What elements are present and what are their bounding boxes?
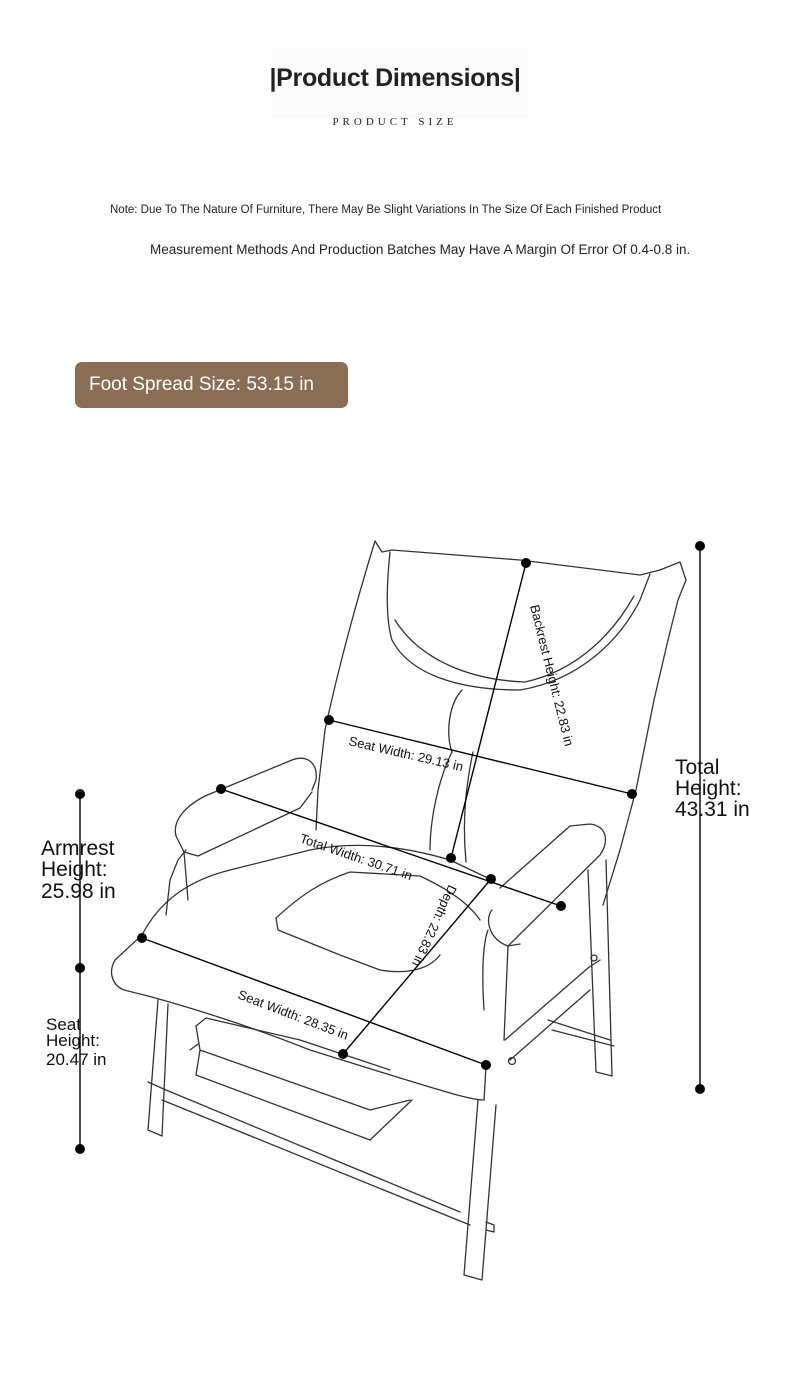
endpoint-dot (75, 1144, 85, 1154)
note-line-1: Note: Due To The Nature Of Furniture, There May Be Slight Variations In The Size Of Each Finished Product (110, 204, 662, 216)
page-subtitle: PRODUCT SIZE (332, 116, 458, 128)
depth-line (343, 879, 491, 1054)
endpoint-dot (695, 1084, 705, 1094)
note-line-2: Measurement Methods And Production Batches May Have A Margin Of Error Of 0.4-0.8 in. (150, 242, 691, 257)
endpoint-dot (137, 933, 147, 943)
endpoint-dot (627, 789, 637, 799)
endpoint-dot (695, 541, 705, 551)
endpoint-dot (75, 963, 85, 973)
backrest-height-line (451, 563, 526, 858)
chair-illustration (112, 541, 686, 1280)
endpoint-dot (446, 853, 456, 863)
seat-width-back-label: Seat Width: 29.13 in (347, 733, 465, 775)
endpoint-dot (216, 784, 226, 794)
seat-width-front-label: Seat Width: 28.35 in (235, 986, 351, 1043)
armrest-height-label: Armrest Height: 25.98 in (41, 837, 116, 903)
endpoint-dot (486, 874, 496, 884)
endpoint-dot (324, 715, 334, 725)
total-height-label: Total Height: 43.31 in (675, 756, 750, 821)
foot-spread-badge: Foot Spread Size: 53.15 in (75, 362, 348, 408)
depth-label: Depth: 22.83 in (409, 882, 460, 969)
endpoint-dot (521, 558, 531, 568)
endpoint-dot (556, 901, 566, 911)
endpoint-dot (75, 789, 85, 799)
backrest-height-label: Backrest Height: 22.83 in (527, 603, 577, 748)
page-title: |Product Dimensions| (269, 64, 521, 92)
endpoint-dot (338, 1049, 348, 1059)
seat-width-front-line (142, 938, 486, 1065)
measurement-lines (80, 546, 700, 1149)
total-width-line (221, 789, 561, 906)
seat-width-back-line (329, 720, 632, 794)
endpoint-dot (481, 1060, 491, 1070)
seat-height-label: Seat Height: 20.47 in (46, 1015, 107, 1069)
total-width-label: Total Width: 30.71 in (298, 830, 415, 884)
